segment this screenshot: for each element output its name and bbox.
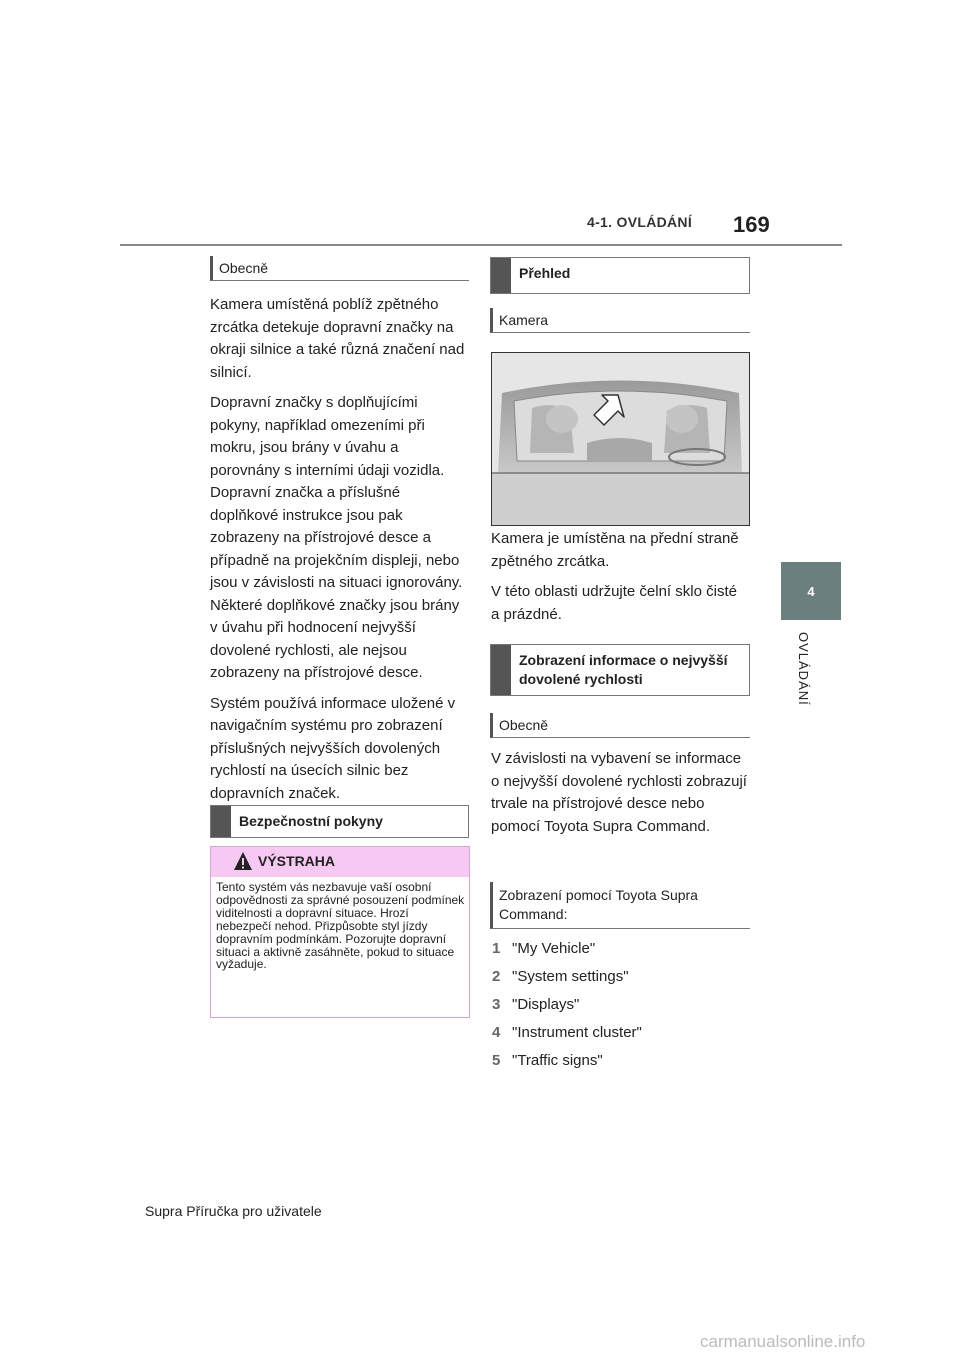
heading-block [491,645,511,695]
watermark-text: carmanualsonline.info [700,1332,866,1351]
step-label: "My Vehicle" [512,940,596,957]
heading-block [211,806,231,837]
safety-heading-label: Bezpečnostní pokyny [239,813,383,829]
paragraph-windshield-clean: V této oblasti udržujte čelní sklo čisté a prázdné. [491,583,737,623]
camera-text [491,528,749,634]
menu-path [492,935,750,1075]
step-number: 5 [492,1052,501,1069]
paragraph-camera-position: Kamera je umístěna na přední straně zpětného zrcátka. [491,530,739,570]
speed-limit-text [491,748,749,846]
step-number: 3 [492,996,501,1013]
warning-triangle-icon [233,851,253,871]
menu-step [492,1019,750,1047]
car-interior-image [492,353,749,525]
warning-header [211,847,469,877]
page-number: 169 [733,212,770,237]
warning-box [210,846,470,1018]
heading-block [491,258,511,293]
paragraph-additional-signs: Dopravní značky s doplňujícími pokyny, například omezeními při mokru, jsou brány v úvahu a porovnány s interními údaji vozidla. Dopravní značka a příslušné doplňkové instrukce jsou pak zobrazeny na přístrojové desce a případně na projekčním displeji, nebo jsou v závislosti na situaci ignorovány. Některé doplňkové značky jsou brány v úvahu při hodnocení nejvyšší dovolené rychlosti, ale nejsou zobrazeny na přístrojové desce. [210,394,463,681]
intro-text [210,294,468,813]
footer-text: Supra Příručka pro uživatele [145,1203,322,1219]
header-divider [120,244,842,246]
warning-text: Tento systém vás nezbavuje vaší osobní odpovědnosti za správné posouzení podmínek viditelnosti a dopravní situace. Hrozí nebezpečí nehod. Přizpůsobte styl jízdy dopravním podmínkám. Pozorujte dopravní situaci a aktivně zasáhněte, pokud to situace vyžaduje. [216,880,465,972]
general-heading: Obecně [210,256,469,281]
step-label: "Displays" [512,996,580,1013]
camera-heading: Kamera [490,308,750,333]
step-label: "Traffic signs" [512,1052,603,1069]
menu-step [492,935,750,963]
step-number: 2 [492,968,501,985]
step-number: 4 [492,1024,501,1041]
camera-location-illustration [491,352,750,526]
menu-step [492,991,750,1019]
chapter-title-vertical: OVLÁDÁNÍ [796,632,811,706]
general-heading-right: Obecně [490,713,750,738]
menu-step [492,1047,750,1075]
menu-steps-list [492,935,750,1075]
menu-step [492,963,750,991]
step-number: 1 [492,940,501,957]
paragraph-speed-display: V závislosti na vybavení se informace o nejvyšší dovolené rychlosti zobrazují trvale na přístrojové desce nebo pomocí Toyota Supra Command. [491,750,747,835]
overview-heading-label: Přehled [519,265,571,281]
overview-heading [490,257,750,294]
command-heading: Zobrazení pomocí Toyota Supra Command: [490,882,750,929]
speed-limit-heading-label: Zobrazení informace o nejvyšší dovolené rychlosti [519,652,728,687]
section-title: 4-1. OVLÁDÁNÍ [587,214,693,230]
warning-title: VÝSTRAHA [258,853,336,869]
step-label: "System settings" [512,968,629,985]
step-label: "Instrument cluster" [512,1024,642,1041]
chapter-tab: 4 [781,562,841,620]
speed-limit-heading [490,644,750,696]
paragraph-camera-detection: Kamera umístěná poblíž zpětného zrcátka detekuje dopravní značky na okraji silnice a také různá značení nad silnicí. [210,296,465,381]
safety-heading [210,805,469,838]
paragraph-navigation-data: Systém používá informace uložené v navigačním systému pro zobrazení příslušných nejvyšších dovolených rychlostí na úsecích silnic bez dopravních značek. [210,694,456,802]
